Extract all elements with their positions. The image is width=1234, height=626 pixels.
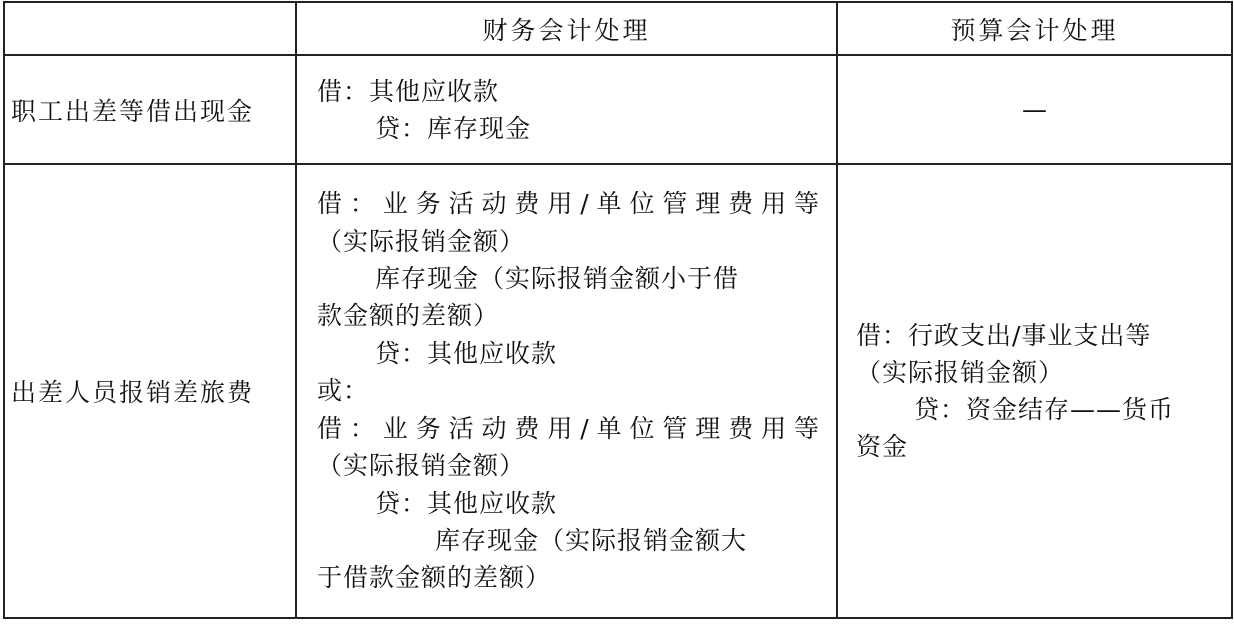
entry-line: 库存现金（实际报销金额大 [435, 525, 748, 555]
entry-line: （实际报销金额） [856, 358, 1065, 387]
entry-line: 借：业务活动费用/单位管理费用等 [317, 413, 820, 443]
table-row [4, 55, 1232, 164]
entry-line: 借：行政支出/事业支出等 [856, 321, 1152, 350]
row-label-cash-advance: 职工出差等借出现金 [4, 55, 296, 164]
entry-line: 贷：其他应收款 [375, 338, 558, 368]
entry-line: 库存现金（实际报销金额小于借 [375, 264, 740, 294]
entry-line: 资金 [856, 432, 909, 461]
table-row [4, 164, 1232, 618]
entry-line: 贷：资金结存——货币 [914, 395, 1175, 424]
header-empty-cell [4, 2, 296, 55]
entry-line: 于借款金额的差额） [317, 563, 552, 593]
accounting-table [3, 1, 1233, 619]
budget-entry-cash-advance: — [837, 55, 1232, 164]
entry-line: 借：业务活动费用/单位管理费用等 [317, 189, 820, 219]
row-label-travel-reimbursement: 出差人员报销差旅费 [4, 164, 296, 618]
budget-entry-travel-reimbursement [837, 164, 1232, 618]
header-budget-accounting: 预算会计处理 [837, 2, 1232, 55]
entry-line: 借：其他应收款 [317, 76, 500, 106]
entry-line: （实际报销金额） [317, 226, 526, 256]
entry-line: 贷：库存现金 [375, 113, 532, 143]
header-row [4, 2, 1232, 55]
entry-line: 贷：其他应收款 [375, 488, 558, 518]
financial-entry-cash-advance [296, 55, 837, 164]
entry-line: （实际报销金额） [317, 451, 526, 481]
entry-line: 款金额的差额） [317, 301, 500, 331]
header-financial-accounting: 财务会计处理 [296, 2, 837, 55]
entry-line: 或： [317, 376, 370, 406]
financial-entry-travel-reimbursement [296, 164, 837, 618]
